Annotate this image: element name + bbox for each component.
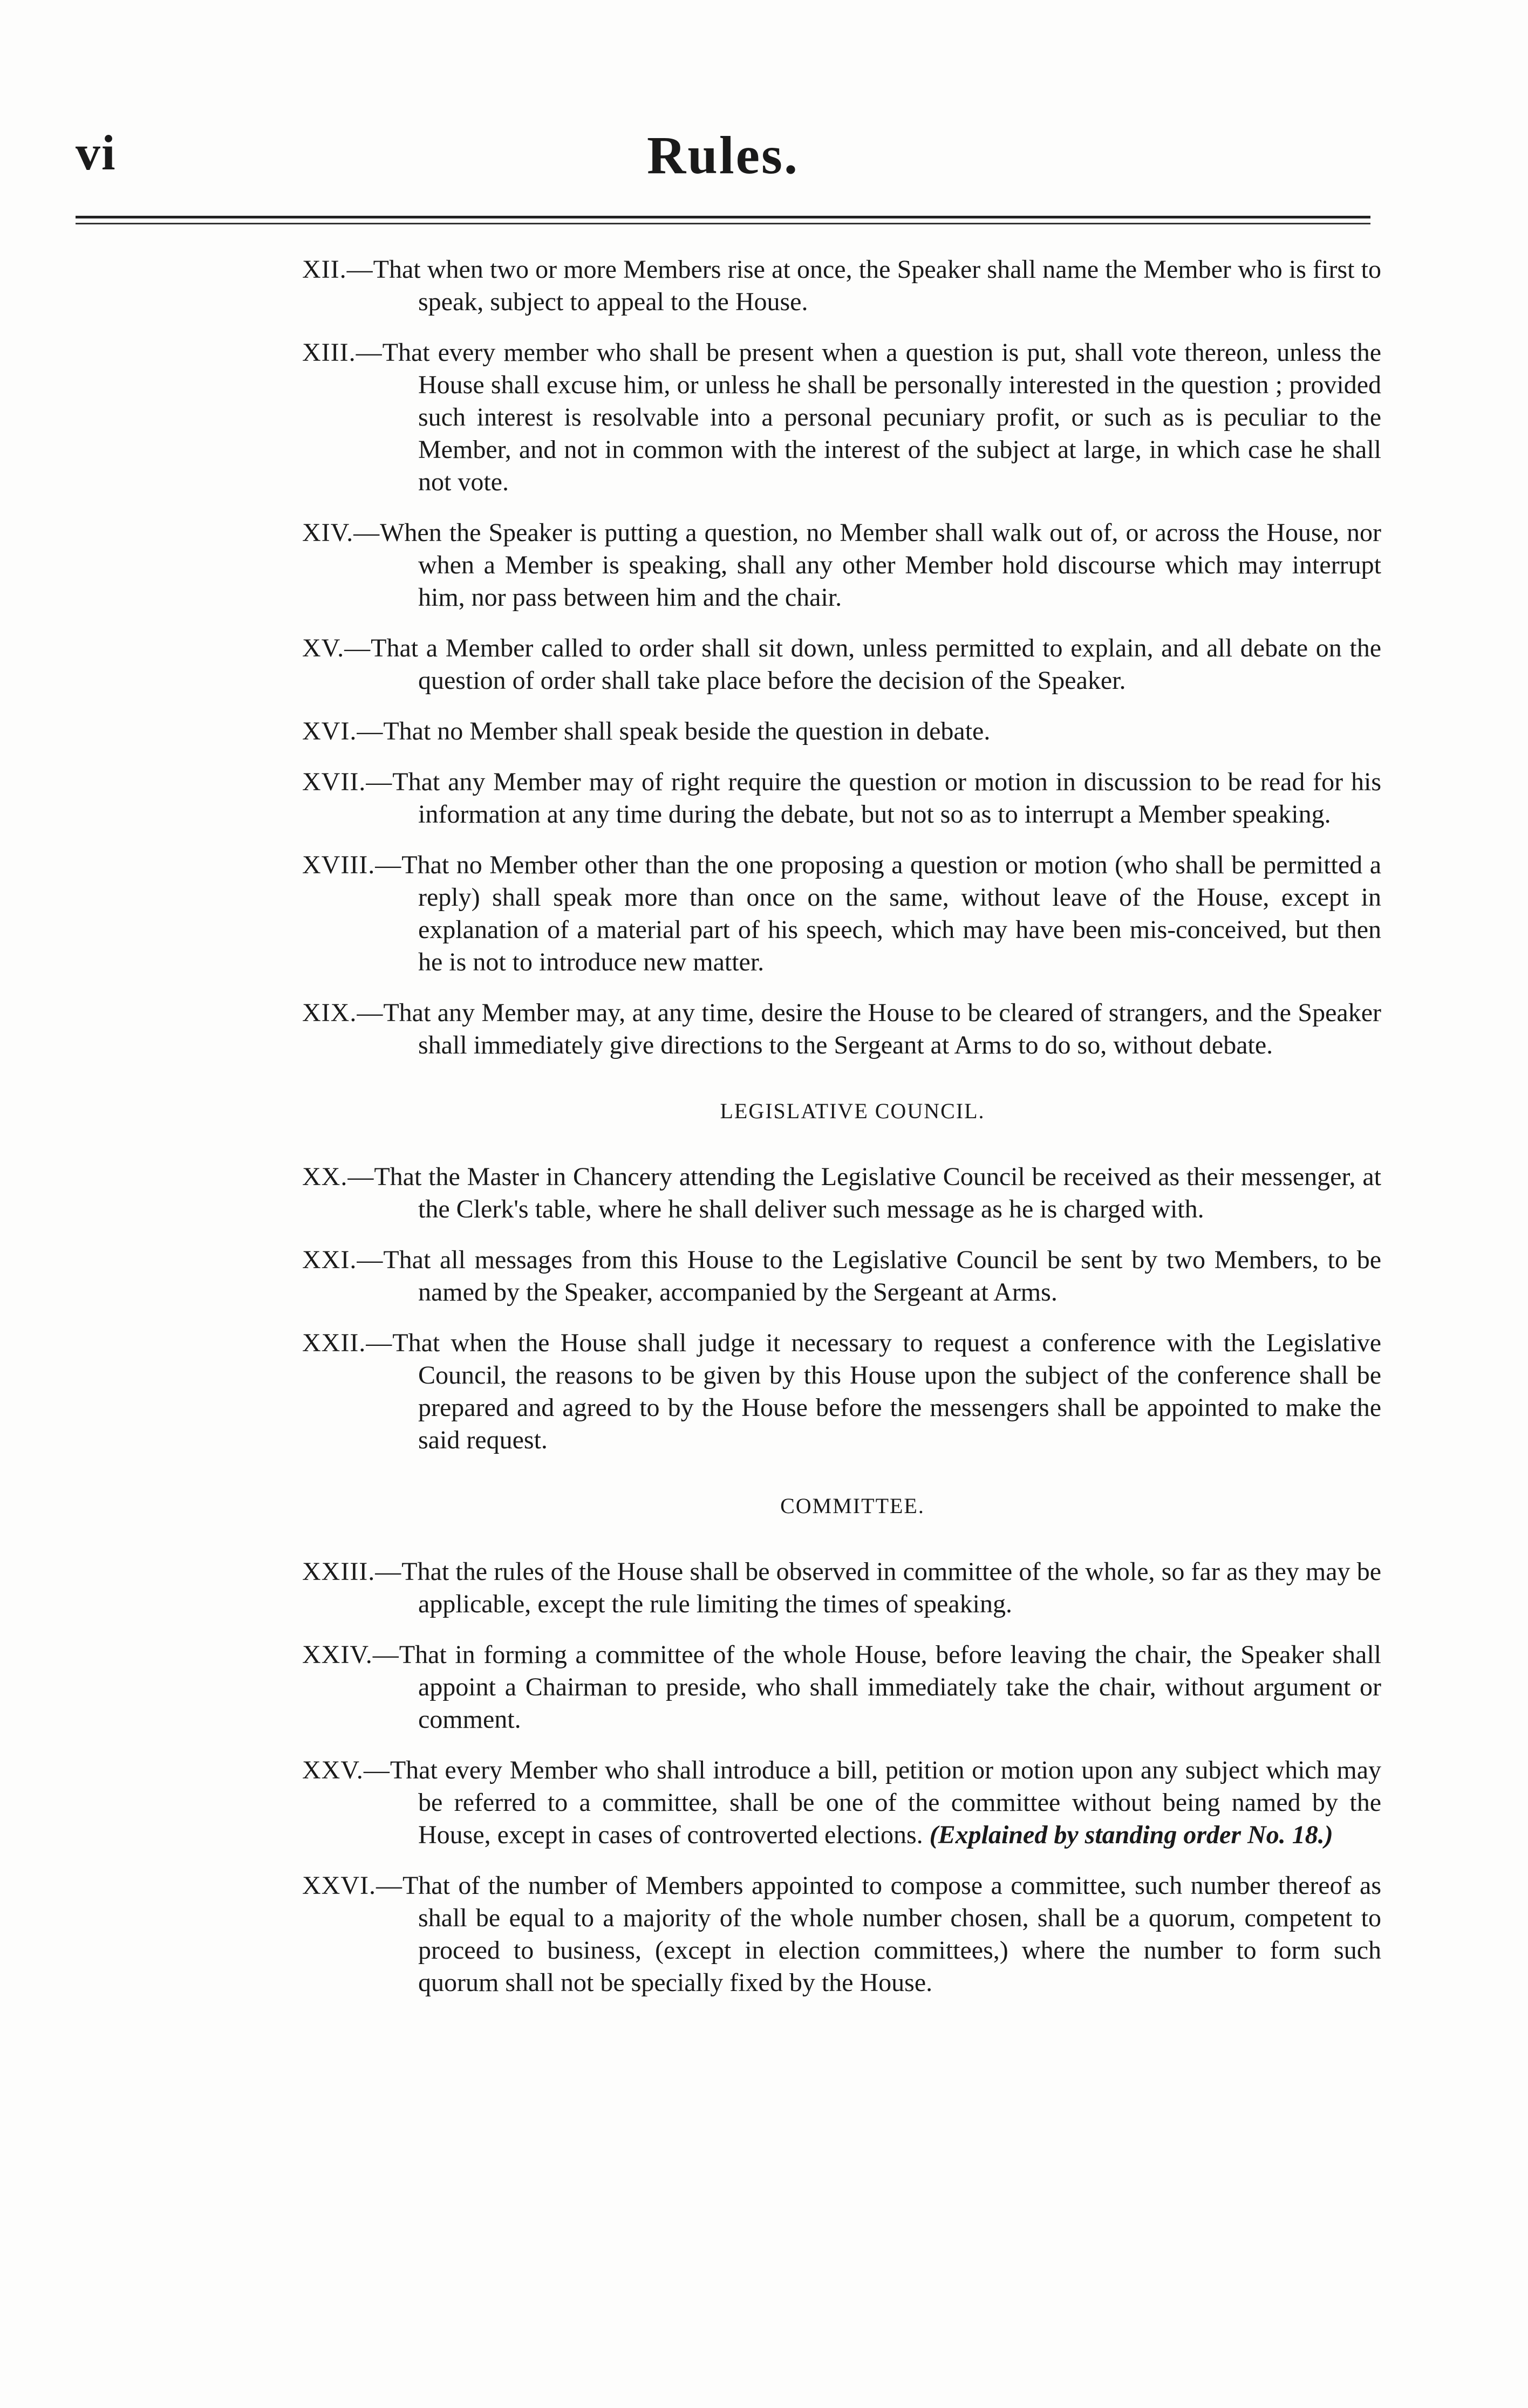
rule-text: That the Master in Chancery attending the Legislative Council be received as their messenger, at the Clerk's table, where he shall deliver such message as he is charged with. xyxy=(374,1162,1381,1223)
rule-number: XVIII. — xyxy=(302,851,401,879)
rule-item xyxy=(302,1327,1381,1456)
rule-number: XXI. — xyxy=(302,1246,383,1274)
rule-text: That in forming a committee of the whole House, before leaving the chair, the Speaker shall appoint a Chairman to preside, who shall immediately take the chair, without argument or comment. xyxy=(399,1640,1381,1734)
rule-text: That the rules of the House shall be observed in committee of the whole, so far as they may be applicable, except the rule limiting the times of speaking. xyxy=(401,1557,1381,1618)
rule-text: That every Member who shall introduce a bill, petition or motion upon any subject which may be referred to a committee, shall be one of the committee without being named by the House, except in cases of controverted elections. xyxy=(390,1756,1381,1849)
rule-item xyxy=(302,766,1381,831)
rule-item xyxy=(302,337,1381,498)
rule-number: XVI. — xyxy=(302,717,383,745)
rule-number: XV. — xyxy=(302,634,371,662)
rule-item xyxy=(302,715,1381,748)
rule-item xyxy=(302,1639,1381,1736)
rule-text: That a Member called to order shall sit down, unless permitted to explain, and all debate on the question of order shall take place before the decision of the Speaker. xyxy=(371,634,1381,695)
page-header xyxy=(76,108,1370,194)
rule-number: XIV. — xyxy=(302,518,380,547)
rule-item xyxy=(302,1556,1381,1620)
header-double-rule xyxy=(76,216,1370,229)
rule-item xyxy=(302,849,1381,979)
rule-text: That no Member other than the one proposing a question or motion (who shall be permitted a reply) shall speak more than once on the same, without leave of the House, except in explanation of a material part of his speech, which may have been mis-conceived, but then he is not to introduce new matter. xyxy=(401,851,1381,976)
rule-text: That any Member may, at any time, desire the House to be cleared of strangers, and the Speaker shall immediately give directions to the Sergeant at Arms to do so, without debate. xyxy=(383,998,1381,1059)
rule-number: XXVI. — xyxy=(302,1871,403,1900)
rule-text: That any Member may of right require the question or motion in discussion to be read for his information at any time during the debate, but not so as to interrupt a Member speaking. xyxy=(392,768,1381,829)
header-rule-thick xyxy=(76,216,1370,218)
rule-text: That when the House shall judge it necessary to request a conference with the Legislative Council, the reasons to be given by this House upon the subject of the conference shall be prepared and agreed to by the House before the messengers shall be appointed to make the said request. xyxy=(392,1329,1381,1454)
rule-text: That all messages from this House to the Legislative Council be sent by two Members, to be named by the Speaker, accompanied by the Sergeant at Arms. xyxy=(383,1246,1381,1306)
rule-item xyxy=(302,1870,1381,1999)
rule-number: XXIV. — xyxy=(302,1640,399,1669)
rule-number: XIX. — xyxy=(302,998,383,1027)
rule-number: XXV. — xyxy=(302,1756,390,1784)
rule-number: XVII. — xyxy=(302,768,392,796)
rule-item xyxy=(302,632,1381,697)
rule-number: XII. — xyxy=(302,255,373,284)
rule-number: XXIII. — xyxy=(302,1557,401,1586)
running-title: Rules. xyxy=(647,125,799,185)
section-heading: LEGISLATIVE COUNCIL. xyxy=(720,1099,985,1123)
rule-number: XX. — xyxy=(302,1162,374,1191)
rule-number: XIII. — xyxy=(302,338,383,367)
rules-body xyxy=(302,254,1381,2017)
rule-item xyxy=(302,1754,1381,1851)
rule-text: That when two or more Members rise at once, the Speaker shall name the Member who is first to speak, subject to appeal to the House. xyxy=(373,255,1381,316)
header-rule-thin xyxy=(76,223,1370,224)
rule-number: XXII. — xyxy=(302,1329,392,1357)
rule-text: That every member who shall be present when a question is put, shall vote thereon, unless the House shall excuse him, or unless he shall be personally interested in the question ; provided such interest is resolvable into a personal pecuniary profit, or such as is peculiar to the Member, and not in common with the interest of the subject at large, in which case he shall not vote. xyxy=(382,338,1381,496)
rule-item xyxy=(302,1161,1381,1226)
rule-item xyxy=(302,254,1381,318)
section-heading: COMMITTEE. xyxy=(780,1494,925,1518)
page-number: vi xyxy=(76,125,117,180)
rule-item xyxy=(302,1244,1381,1309)
rule-item xyxy=(302,997,1381,1062)
rule-text: That no Member shall speak beside the question in debate. xyxy=(383,717,991,745)
rule-text: That of the number of Members appointed to compose a committee, such number thereof as shall be equal to a majority of the whole number chosen, shall be a quorum, competent to proceed to business, (except in election committees,) where the number to form such quorum shall not be specially fixed by the House. xyxy=(402,1871,1381,1997)
rule-text: When the Speaker is putting a question, no Member shall walk out of, or across the House, nor when a Member is speaking, shall any other Member hold discourse which may interrupt him, nor pass between him and the chair. xyxy=(380,518,1381,612)
rule-item xyxy=(302,517,1381,614)
rule-note: (Explained by standing order No. 18.) xyxy=(929,1821,1333,1849)
